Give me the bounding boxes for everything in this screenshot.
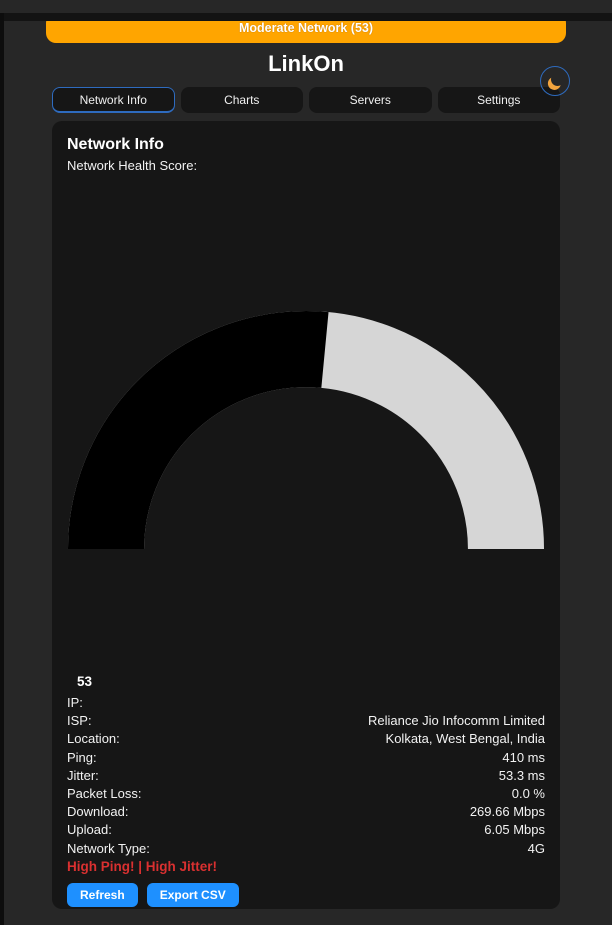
info-label: IP: bbox=[67, 695, 83, 710]
info-value: 4G bbox=[527, 840, 545, 856]
info-value: 53.3 ms bbox=[498, 767, 545, 783]
window-left-edge bbox=[0, 13, 4, 925]
panel-title: Network Info bbox=[67, 136, 164, 153]
network-status-label: Moderate Network (53) bbox=[238, 21, 374, 35]
info-label: Download: bbox=[67, 804, 129, 820]
info-label: Ping: bbox=[67, 749, 97, 765]
tab-charts[interactable]: Charts bbox=[181, 87, 304, 113]
tab-bar bbox=[52, 87, 560, 113]
info-value: Reliance Jio Infocomm Limited bbox=[367, 713, 545, 729]
info-row bbox=[67, 730, 545, 748]
health-gauge-chart bbox=[67, 308, 545, 554]
info-label: Upload: bbox=[67, 822, 112, 838]
page-title: LinkOn bbox=[268, 51, 344, 76]
export-csv-button[interactable]: Export CSV bbox=[147, 883, 239, 907]
info-value: 6.05 Mbps bbox=[484, 822, 545, 838]
info-value: 269.66 Mbps bbox=[469, 804, 545, 820]
window-top-edge bbox=[0, 13, 612, 21]
info-row bbox=[67, 712, 545, 730]
tab-network-info[interactable]: Network Info bbox=[52, 87, 175, 113]
moon-icon bbox=[549, 71, 565, 87]
tab-settings[interactable]: Settings bbox=[438, 87, 561, 113]
info-row bbox=[67, 767, 545, 785]
info-label: Location: bbox=[67, 731, 120, 747]
info-value: Kolkata, West Bengal, India bbox=[385, 731, 545, 747]
tab-servers[interactable]: Servers bbox=[309, 87, 432, 113]
info-row bbox=[67, 749, 545, 767]
info-row bbox=[67, 840, 545, 858]
info-row bbox=[67, 694, 545, 712]
gauge-score-value: 53 bbox=[77, 674, 93, 689]
refresh-button[interactable]: Refresh bbox=[67, 883, 138, 907]
info-label: ISP: bbox=[67, 713, 92, 729]
info-value: 0.0 % bbox=[511, 786, 545, 802]
info-label: Network Type: bbox=[67, 840, 150, 856]
network-info-list bbox=[67, 694, 545, 858]
panel-subtitle: Network Health Score: bbox=[67, 158, 198, 173]
network-info-panel bbox=[52, 121, 560, 909]
warning-text: High Ping! | High Jitter! bbox=[67, 858, 218, 874]
info-row bbox=[67, 821, 545, 839]
info-row bbox=[67, 785, 545, 803]
info-row bbox=[67, 803, 545, 821]
action-bar bbox=[67, 883, 545, 907]
theme-toggle-button[interactable] bbox=[540, 66, 570, 96]
gauge-svg bbox=[67, 308, 545, 554]
info-label: Packet Loss: bbox=[67, 786, 142, 802]
info-label: Jitter: bbox=[67, 767, 99, 783]
info-value: 410 ms bbox=[502, 749, 545, 765]
